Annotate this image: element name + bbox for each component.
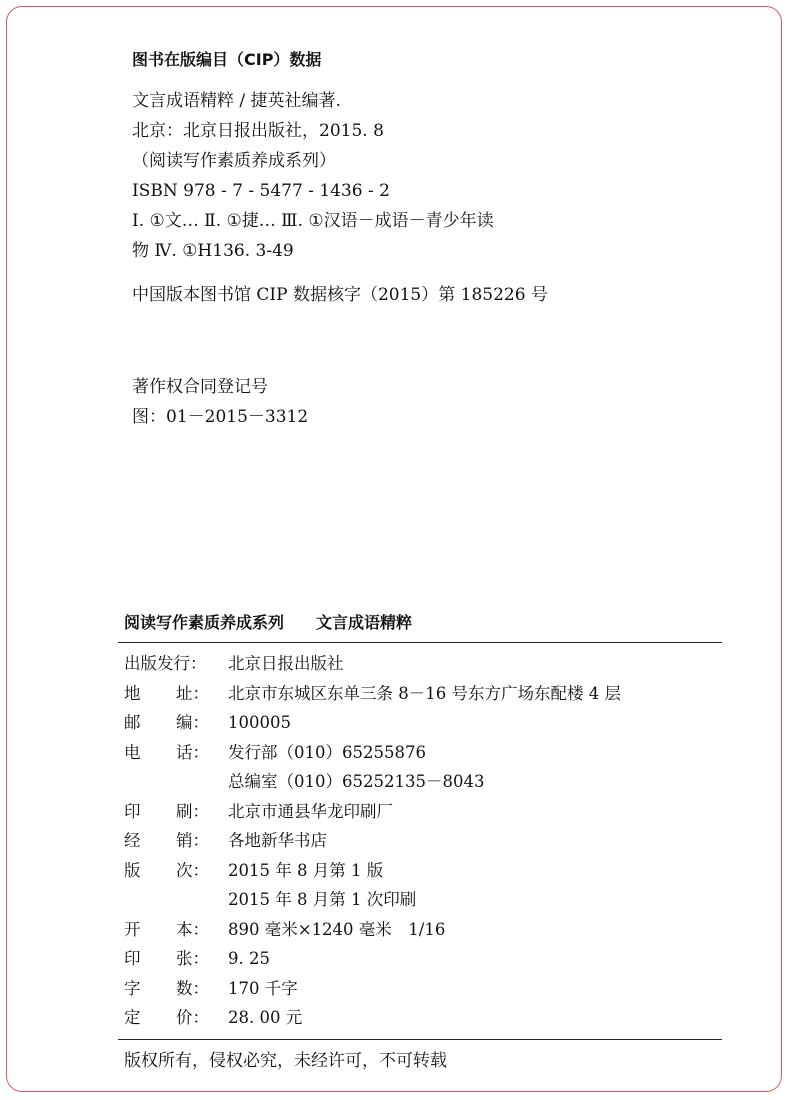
series-name: 阅读写作素质养成系列 (124, 613, 285, 632)
row-label-b (176, 767, 228, 797)
row-label-a: 电 (124, 742, 141, 762)
cip-line-isbn: ISBN 978 - 7 - 5477 - 1436 - 2 (132, 181, 390, 201)
colophon-row (124, 915, 722, 945)
row-value: 北京日报出版社 (228, 654, 344, 673)
row-label-b: 本： (176, 919, 209, 939)
row-label-b: 刷： (176, 801, 209, 821)
row-label-a (124, 885, 176, 915)
row-value: 北京市东城区东单三条 8－16 号东方广场东配楼 4 层 (228, 683, 621, 703)
colophon-rows (118, 643, 722, 1039)
row-label-b: 张： (176, 949, 209, 968)
row-label-b: 销： (176, 831, 209, 850)
row-label-a: 印 (124, 949, 141, 968)
cip-line-subject: Ⅰ. ①文… Ⅱ. ①捷… Ⅲ. ①汉语－成语－青少年读 (132, 211, 494, 231)
row-value: 2015 年 8 月第 1 版 (228, 860, 384, 880)
row-label: 出版发行： (124, 654, 207, 673)
row-label-b: 数： (176, 978, 209, 998)
colophon-row (124, 856, 722, 886)
row-value: 总编室（010）65252135－8043 (228, 772, 485, 791)
row-label-b: 价： (176, 1008, 209, 1027)
copyright-registration (132, 372, 308, 432)
row-label-a: 开 (124, 919, 141, 939)
rights-statement: 版权所有，侵权必究，未经许可，不可转载 (124, 1050, 447, 1071)
row-label-b (176, 885, 228, 915)
row-value: 发行部（010）65255876 (228, 742, 426, 762)
row-label-a: 字 (124, 978, 141, 998)
row-value: 28. 00 元 (228, 1008, 303, 1027)
row-label-a (124, 767, 176, 797)
row-label-b: 次： (176, 860, 209, 880)
colophon-row (124, 679, 722, 709)
colophon-row (124, 767, 722, 797)
row-label-b: 址： (176, 683, 209, 703)
row-label-a: 定 (124, 1008, 141, 1027)
row-label-a: 地 (124, 683, 141, 703)
row-label-b: 话： (176, 742, 209, 762)
colophon-row (124, 738, 722, 768)
row-value: 100005 (228, 713, 291, 732)
colophon-row (124, 1003, 722, 1033)
cip-line-classification: 物 Ⅳ. ①H136. 3-49 (132, 241, 294, 261)
colophon-row (124, 708, 722, 738)
row-label-a: 邮 (124, 713, 141, 732)
row-label-a: 经 (124, 831, 141, 850)
row-value: 170 千字 (228, 978, 298, 998)
cip-block (132, 48, 732, 310)
cip-line-title: 文言成语精粹 / 捷英社编著. (132, 91, 341, 111)
cip-line-series: （阅读写作素质养成系列） (132, 151, 336, 171)
row-label-a: 印 (124, 801, 141, 821)
colophon-row (124, 826, 722, 856)
registration-number: 图：01－2015－3312 (132, 407, 309, 427)
row-value: 9. 25 (228, 949, 270, 968)
colophon-row (124, 797, 722, 827)
colophon-row (124, 944, 722, 974)
colophon (118, 608, 722, 1076)
colophon-row (124, 974, 722, 1004)
row-label-b: 编： (176, 713, 209, 732)
registration-label: 著作权合同登记号 (132, 377, 268, 397)
book-title: 文言成语精粹 (316, 613, 413, 632)
cip-title: 图书在版编目（CIP）数据 (132, 50, 322, 69)
row-value: 2015 年 8 月第 1 次印刷 (228, 890, 417, 909)
colophon-row (124, 885, 722, 915)
cip-approval-number: 中国版本图书馆 CIP 数据核字（2015）第 185226 号 (132, 285, 548, 305)
row-value: 890 毫米×1240 毫米 1/16 (228, 919, 446, 939)
colophon-row-publisher (124, 649, 722, 679)
series-heading (118, 608, 722, 638)
row-value: 各地新华书店 (228, 831, 327, 850)
row-value: 北京市通县华龙印刷厂 (228, 801, 393, 821)
row-label-a: 版 (124, 860, 141, 880)
cip-line-publisher: 北京：北京日报出版社，2015. 8 (132, 121, 384, 141)
